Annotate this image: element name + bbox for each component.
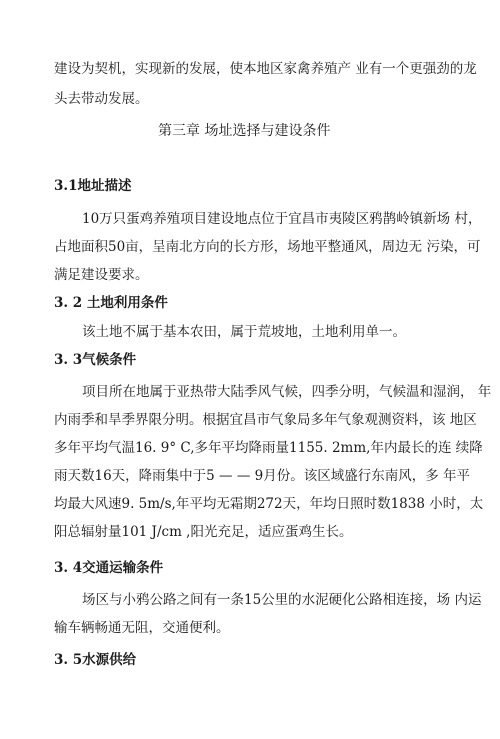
paragraph-line: 内雨季和旱季界限分明。根据宜昌市气象局多年气象观测资料，该 地区 — [54, 412, 477, 428]
paragraph-line: 多年平均气温16. 9° C,多年平均降雨量1155. 2mm,年内最长的连 续降 — [54, 440, 483, 456]
paragraph-line: 满足建设要求。 — [54, 267, 149, 283]
intro-line: 建设为契机，实现新的发展，使本地区家禽养殖产 业有一个更强劲的龙 — [54, 61, 477, 77]
section-heading: 3. 3气候条件 — [54, 352, 137, 368]
paragraph-line: 均最大风速9. 5m/s,年平均无霜期272天，年均日照时数1838 小时，太 — [54, 496, 484, 512]
section-heading: 3. 5水源供给 — [54, 652, 137, 668]
paragraph-line: 10万只蛋鸡养殖项目建设地点位于宜昌市夷陵区鸦鹊岭镇新场 村， — [82, 211, 482, 227]
paragraph-line: 项目所在地属于亚热带大陆季风气候，四季分明，气候温和湿润， 年 — [82, 384, 492, 400]
chapter-title: 第三章 场址选择与建设条件 — [158, 123, 331, 139]
paragraph-line: 雨天数16天，降雨集中于5 — — 9月份。该区域盛行东南风，多 年平 — [54, 468, 471, 484]
section-heading: 3. 2 土地利用条件 — [54, 295, 168, 311]
paragraph-line: 占地面积50亩，呈南北方向的长方形，场地平整通风，周边无 污染，可 — [54, 239, 481, 255]
paragraph-line: 阳总辐射量101 J/cm ,阳光充足，适应蛋鸡生长。 — [54, 524, 353, 540]
intro-line: 头去带动发展。 — [54, 91, 149, 107]
section-heading: 3. 4交通运输条件 — [54, 560, 164, 576]
section-heading: 3.1地址描述 — [54, 178, 132, 194]
paragraph-line: 输车辆畅通无阻，交通便利。 — [54, 620, 230, 636]
paragraph-line: 该土地不属于基本农田，属于荒坡地，土地利用单一。 — [82, 324, 406, 340]
paragraph-line: 场区与小鸦公路之间有一条15公里的水泥硬化公路相连接，场 内运 — [82, 592, 482, 608]
